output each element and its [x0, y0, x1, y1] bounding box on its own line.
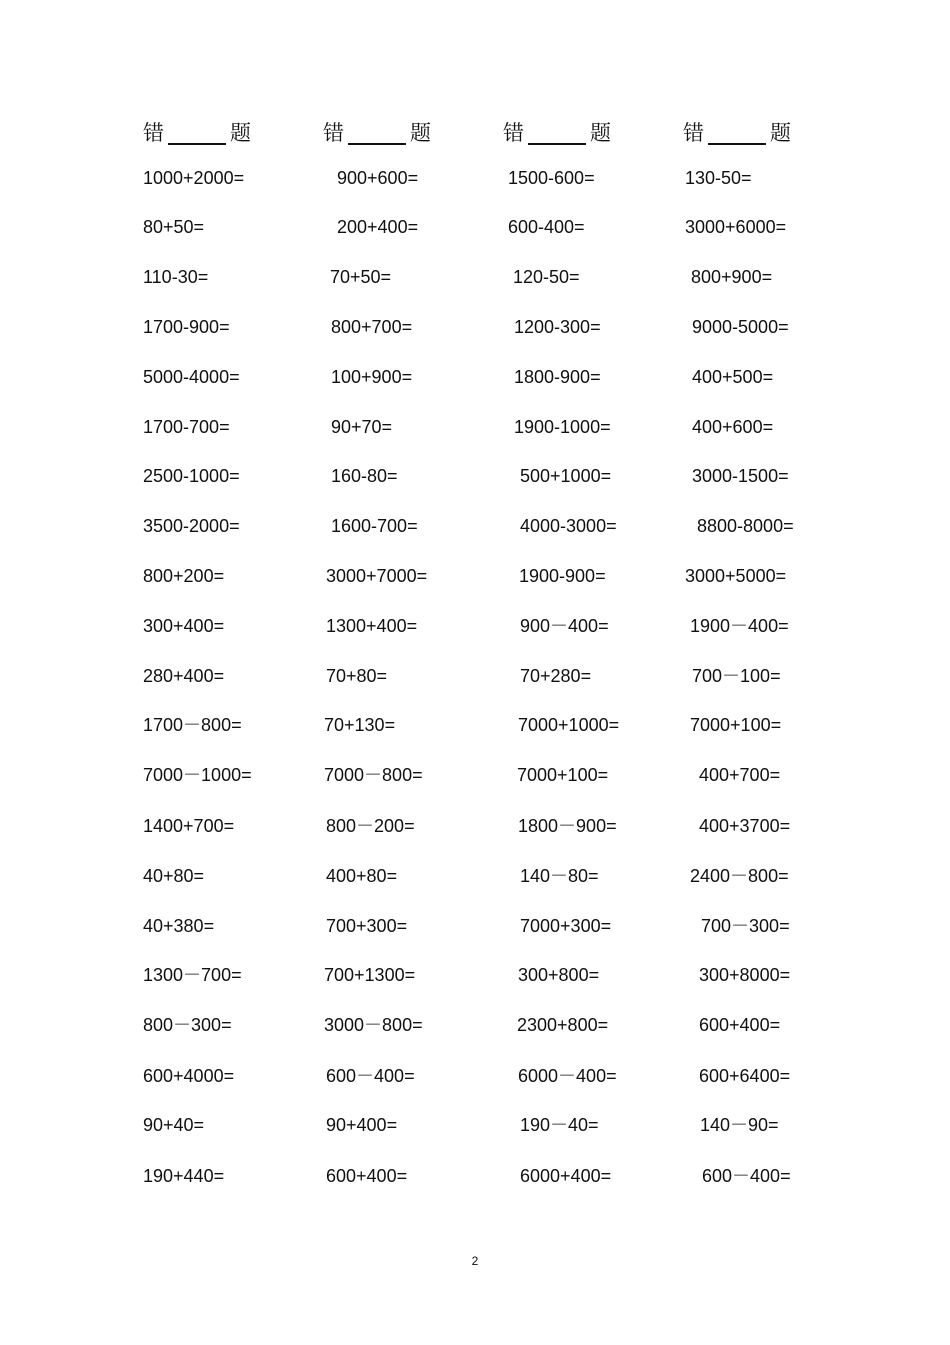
arithmetic-problem: 3000－800= — [324, 1015, 423, 1035]
error-label: 错 — [323, 121, 344, 145]
arithmetic-problem: 400+600= — [692, 417, 774, 437]
arithmetic-problem: 140－90= — [700, 1115, 779, 1135]
arithmetic-problem: 400+500= — [692, 367, 774, 387]
arithmetic-problem: 800－300= — [143, 1015, 232, 1035]
arithmetic-problem: 600-400= — [508, 217, 585, 237]
arithmetic-problem: 100+900= — [331, 367, 413, 387]
arithmetic-problem: 6000+400= — [520, 1166, 612, 1186]
arithmetic-problem: 70+130= — [324, 715, 396, 735]
arithmetic-problem: 300+400= — [143, 616, 225, 636]
arithmetic-problem: 1800－900= — [518, 816, 617, 836]
question-label: 题 — [230, 121, 251, 145]
arithmetic-problem: 3000+7000= — [326, 566, 428, 586]
arithmetic-problem: 800+900= — [691, 267, 773, 287]
arithmetic-problem: 600+6400= — [699, 1066, 791, 1086]
arithmetic-problem: 7000－1000= — [143, 765, 252, 785]
arithmetic-problem: 8800-8000= — [697, 516, 794, 536]
arithmetic-problem: 40+80= — [143, 866, 205, 886]
arithmetic-problem: 400+80= — [326, 866, 398, 886]
arithmetic-problem: 70+50= — [330, 267, 392, 287]
arithmetic-problem: 1900－400= — [690, 616, 789, 636]
arithmetic-problem: 3500-2000= — [143, 516, 240, 536]
arithmetic-problem: 7000+1000= — [518, 715, 620, 735]
arithmetic-problem: 1900-1000= — [514, 417, 611, 437]
arithmetic-problem: 9000-5000= — [692, 317, 789, 337]
arithmetic-problem: 1900-900= — [519, 566, 606, 586]
arithmetic-problem: 40+380= — [143, 916, 215, 936]
arithmetic-problem: 600+400= — [699, 1015, 781, 1035]
error-label: 错 — [143, 121, 164, 145]
page-number: 2 — [471, 1254, 479, 1268]
arithmetic-problem: 1300+400= — [326, 616, 418, 636]
arithmetic-problem: 2300+800= — [517, 1015, 609, 1035]
arithmetic-problem: 1800-900= — [514, 367, 601, 387]
arithmetic-problem: 1000+2000= — [143, 168, 245, 188]
arithmetic-problem: 400+3700= — [699, 816, 791, 836]
arithmetic-problem: 7000+100= — [690, 715, 782, 735]
arithmetic-problem: 90+70= — [331, 417, 393, 437]
arithmetic-problem: 1700-700= — [143, 417, 230, 437]
arithmetic-problem: 200+400= — [337, 217, 419, 237]
arithmetic-problem: 90+400= — [326, 1115, 398, 1135]
error-label: 错 — [503, 121, 524, 145]
arithmetic-problem: 2400－800= — [690, 866, 789, 886]
error-label: 错 — [683, 121, 704, 145]
arithmetic-problem: 70+280= — [520, 666, 592, 686]
arithmetic-problem: 7000+100= — [517, 765, 609, 785]
arithmetic-problem: 1700-900= — [143, 317, 230, 337]
arithmetic-problem: 300+8000= — [699, 965, 791, 985]
arithmetic-problem: 6000－400= — [518, 1066, 617, 1086]
question-label: 题 — [410, 121, 431, 145]
arithmetic-problem: 700+300= — [326, 916, 408, 936]
question-label: 题 — [590, 121, 611, 145]
arithmetic-problem: 600－400= — [702, 1166, 791, 1186]
arithmetic-problem: 190+440= — [143, 1166, 225, 1186]
arithmetic-problem: 140－80= — [520, 866, 599, 886]
arithmetic-problem: 600+4000= — [143, 1066, 235, 1086]
arithmetic-problem: 80+50= — [143, 217, 205, 237]
arithmetic-problem: 120-50= — [513, 267, 580, 287]
arithmetic-problem: 5000-4000= — [143, 367, 240, 387]
arithmetic-problem: 90+40= — [143, 1115, 205, 1135]
arithmetic-problem: 160-80= — [331, 466, 398, 486]
arithmetic-problem: 3000-1500= — [692, 466, 789, 486]
arithmetic-problem: 700－100= — [692, 666, 781, 686]
arithmetic-problem: 900+600= — [337, 168, 419, 188]
arithmetic-problem: 600+400= — [326, 1166, 408, 1186]
arithmetic-problem: 7000－800= — [324, 765, 423, 785]
arithmetic-problem: 400+700= — [699, 765, 781, 785]
arithmetic-problem: 800+700= — [331, 317, 413, 337]
arithmetic-problem: 70+80= — [326, 666, 388, 686]
arithmetic-problem: 1700－800= — [143, 715, 242, 735]
arithmetic-problem: 110-30= — [143, 267, 209, 287]
arithmetic-problem: 7000+300= — [520, 916, 612, 936]
arithmetic-problem: 700－300= — [701, 916, 790, 936]
arithmetic-problem: 2500-1000= — [143, 466, 240, 486]
arithmetic-problem: 600－400= — [326, 1066, 415, 1086]
arithmetic-problem: 900－400= — [520, 616, 609, 636]
arithmetic-problem: 1300－700= — [143, 965, 242, 985]
arithmetic-problem: 4000-3000= — [520, 516, 617, 536]
question-label: 题 — [770, 121, 791, 145]
arithmetic-problem: 300+800= — [518, 965, 600, 985]
arithmetic-problem: 700+1300= — [324, 965, 416, 985]
arithmetic-problem: 800+200= — [143, 566, 225, 586]
arithmetic-problem: 500+1000= — [520, 466, 612, 486]
arithmetic-problem: 1400+700= — [143, 816, 235, 836]
arithmetic-problem: 280+400= — [143, 666, 225, 686]
arithmetic-problem: 1500-600= — [508, 168, 595, 188]
arithmetic-problem: 1600-700= — [331, 516, 418, 536]
arithmetic-problem: 800－200= — [326, 816, 415, 836]
arithmetic-problem: 190－40= — [520, 1115, 599, 1135]
arithmetic-problem: 1200-300= — [514, 317, 601, 337]
arithmetic-problem: 3000+6000= — [685, 217, 787, 237]
arithmetic-problem: 3000+5000= — [685, 566, 787, 586]
arithmetic-problem: 130-50= — [685, 168, 752, 188]
